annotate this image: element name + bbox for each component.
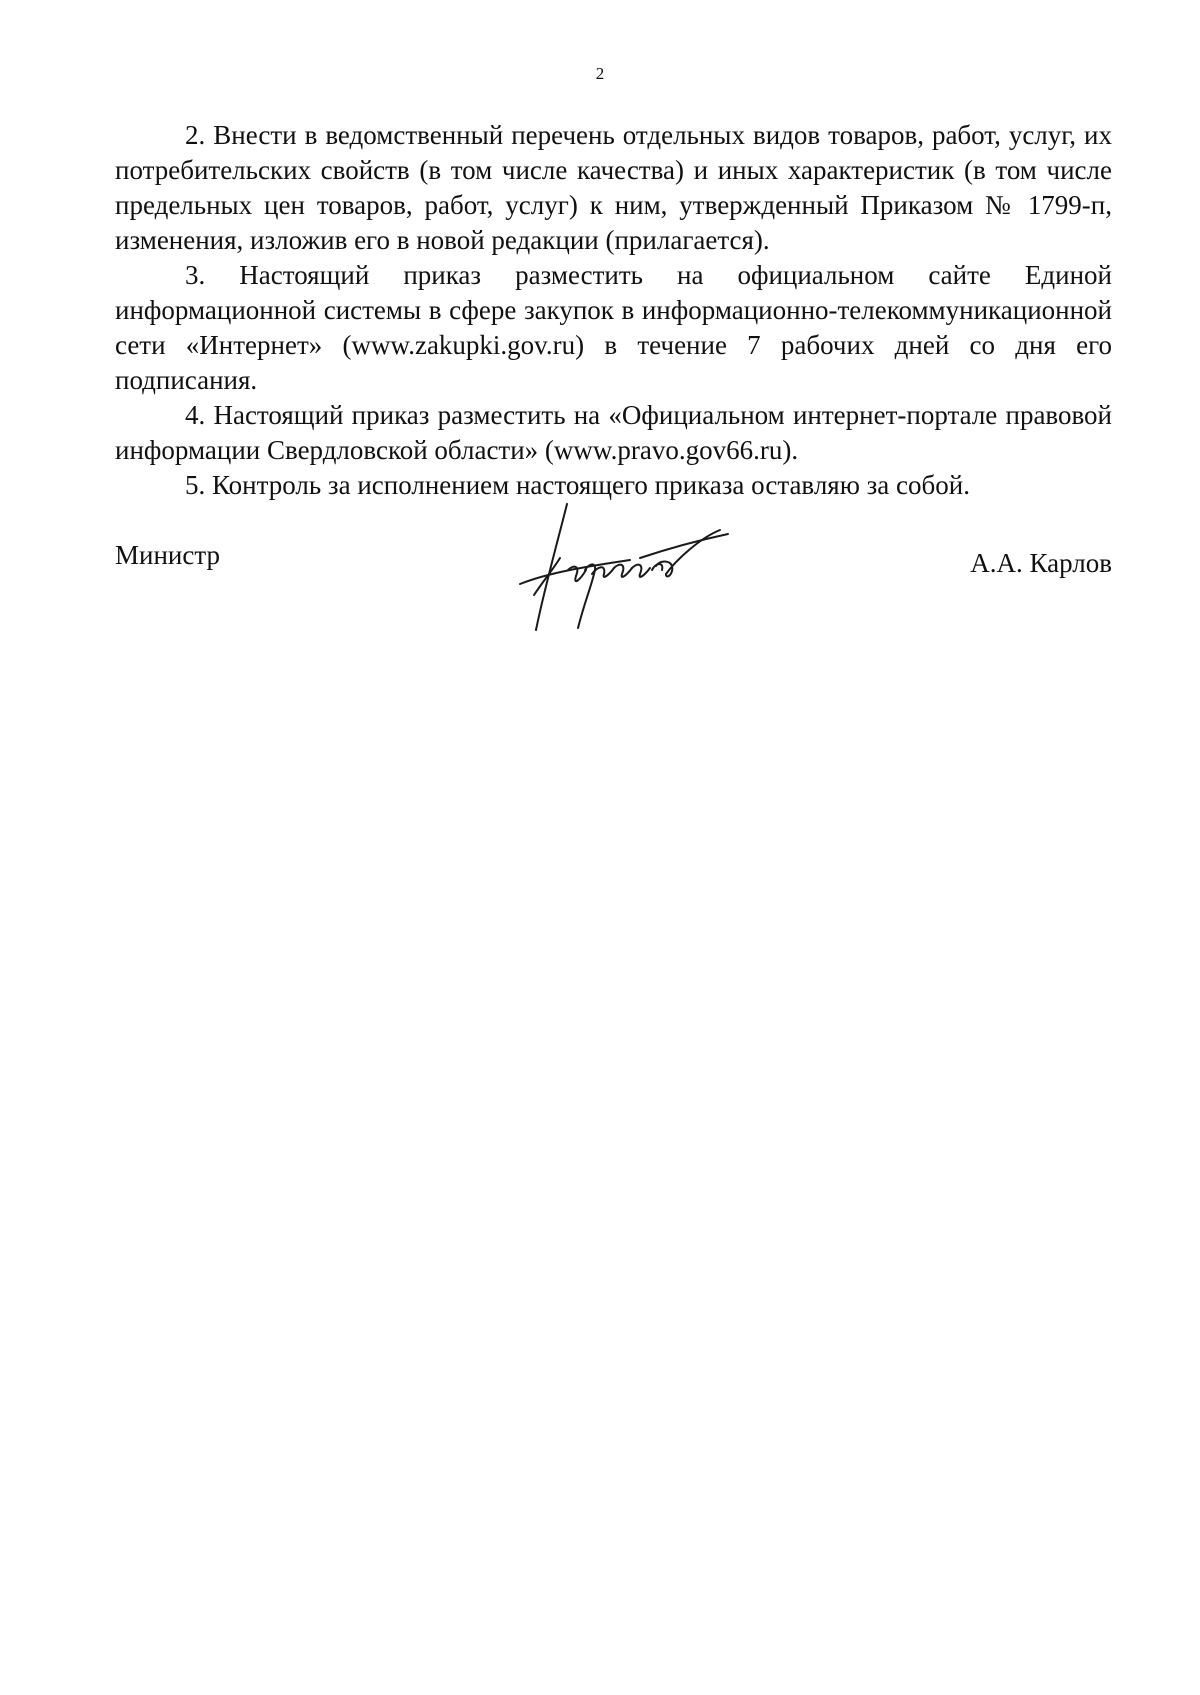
paragraph-3: 3. Настоящий приказ разместить на официальном сайте Единой информационной системы в сфере закупок в информационно-телекоммуникационной сети «Интернет» (www.zakupki.gov.ru) в течение 7 рабочих дней со дня его подписания.	[115, 260, 1112, 395]
page-number: 2	[595, 64, 605, 83]
paragraph-2: 2. Внести в ведомственный перечень отдельных видов товаров, работ, услуг, их потребительских свойств (в том числе качества) и иных характеристик (в том числе предельных цен товаров, работ, услуг) к ним, утвержденный Приказом № 1799-п, изменения, изложив его в новой редакции (прилагается).	[115, 120, 1112, 255]
document-body	[115, 118, 1112, 503]
paragraph-4: 4. Настоящий приказ разместить на «Официальном интернет-портале правовой информации Свердловской области» (www.pravo.gov66.ru).	[115, 400, 1112, 465]
signer-name: А.А. Карлов	[970, 548, 1112, 578]
handwritten-signature	[480, 500, 760, 650]
paragraph-5: 5. Контроль за исполнением настоящего приказа оставляю за собой.	[185, 470, 970, 500]
signer-position: Министр	[115, 540, 220, 570]
